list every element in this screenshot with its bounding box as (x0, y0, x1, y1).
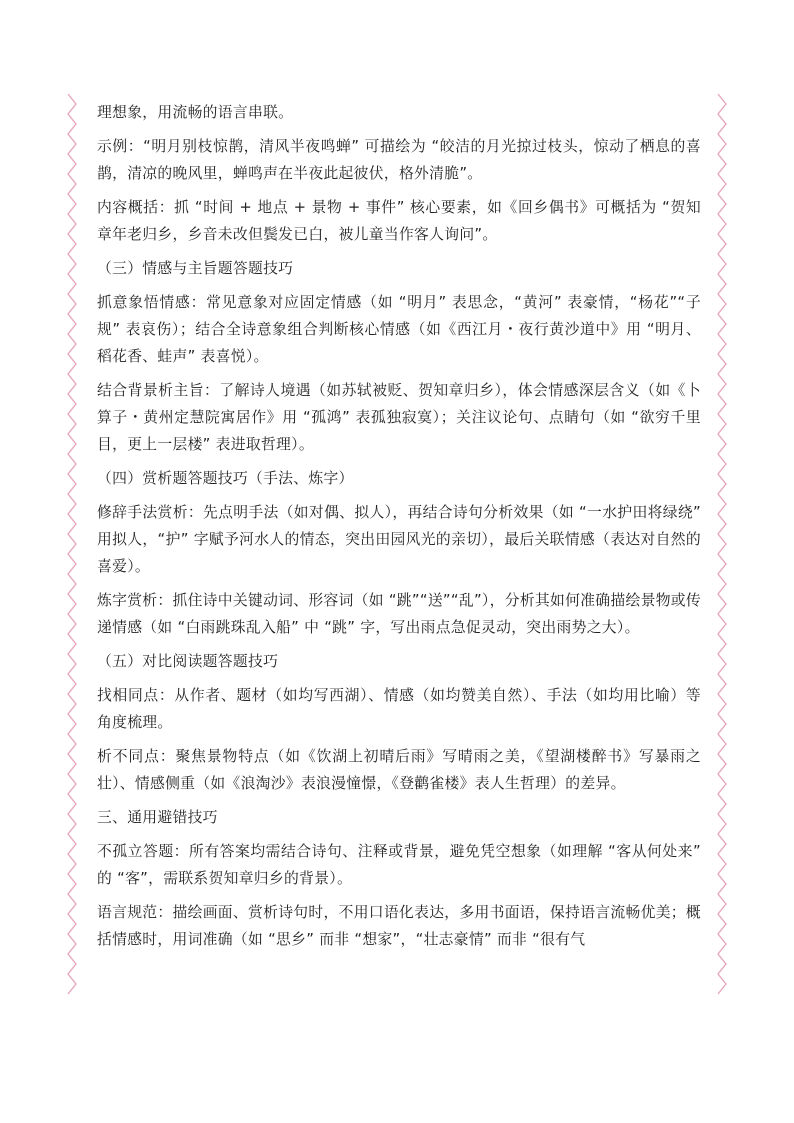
section-heading-emotion-theme: （三）情感与主旨题答题技巧 (97, 260, 294, 277)
paragraph-content-summary: 内容概括：抓 “时间 + 地点 + 景物 + 事件” 核心要素，如《回乡偶书》可概括为 “贺知章年老归乡，乡音未改但鬓发已白，被儿童当作客人询问”。 (97, 199, 701, 243)
paragraph-background-theme: 结合背景析主旨：了解诗人境遇（如苏轼被贬、贺知章归乡），体会情感深层含义（如《卜算子・黄州定慧院寓居作》用 “孤鸿” 表孤独寂寞）；关注议论句、点睛句（如 “欲穷千里目，更上一层楼” 表进取哲理）。 (97, 382, 701, 453)
paragraph-rhetoric-analysis: 修辞手法赏析：先点明手法（如对偶、拟人），再结合诗句分析效果（如 “一水护田将绿绕” 用拟人，“护” 字赋予河水人的情态，突出田园风光的亲切），最后关联情感（表达对自然的喜爱）。 (97, 504, 701, 575)
paragraph-imagery-emotion: 抓意象悟情感：常见意象对应固定情感（如 “明月” 表思念，“黄河” 表豪情，“杨花”“子规” 表哀伤）；结合全诗意象组合判断核心情感（如《西江月・夜行黄沙道中》用 “明月、稻花香、蛙声” 表喜悦）。 (97, 294, 701, 365)
section-heading-error-avoidance: 三、通用避错技巧 (97, 809, 218, 826)
paragraph-no-isolation: 不孤立答题：所有答案均需结合诗句、注释或背景，避免凭空想象（如理解 “客从何处来” 的 “客”，需联系贺知章归乡的背景）。 (97, 843, 701, 887)
paragraph-intro-continuation: 理想象，用流畅的语言串联。 (97, 104, 294, 121)
right-decorative-border (715, 94, 729, 1002)
zigzag-line (68, 94, 76, 994)
paragraph-similarities: 找相同点：从作者、题材（如均写西湖）、情感（如均赞美自然）、手法（如均用比喻）等角度梳理。 (97, 687, 701, 731)
paragraph-example: 示例：“明月别枝惊鹊，清风半夜鸣蝉” 可描绘为 “皎洁的月光掠过枝头，惊动了栖息的喜鹊，清凉的晚风里，蝉鸣声在半夜此起彼伏，格外清脆”。 (97, 138, 701, 182)
section-heading-appreciation: （四）赏析题答题技巧（手法、炼字） (97, 470, 354, 487)
zigzag-line (718, 94, 726, 994)
paragraph-differences: 析不同点：聚焦景物特点（如《饮湖上初晴后雨》写晴雨之美，《望湖楼醉书》写暴雨之壮）、情感侧重（如《浪淘沙》表浪漫憧憬，《登鹳雀楼》表人生哲理）的差异。 (97, 748, 701, 792)
paragraph-language-norms: 语言规范：描绘画面、赏析诗句时，不用口语化表达，多用书面语，保持语言流畅优美；概括情感时，用词准确（如 “思乡” 而非 “想家”，“壮志豪情” 而非 “很有气 (97, 904, 701, 948)
paragraph-word-refining: 炼字赏析：抓住诗中关键动词、形容词（如 “跳”“送”“乱”），分析其如何准确描绘景物或传递情感（如 “白雨跳珠乱入船” 中 “跳” 字，写出雨点急促灵动，突出雨势之大）。 (97, 592, 701, 636)
left-decorative-border (65, 94, 79, 1002)
document-body (97, 99, 701, 960)
section-heading-comparison: （五）对比阅读题答题技巧 (97, 653, 279, 670)
